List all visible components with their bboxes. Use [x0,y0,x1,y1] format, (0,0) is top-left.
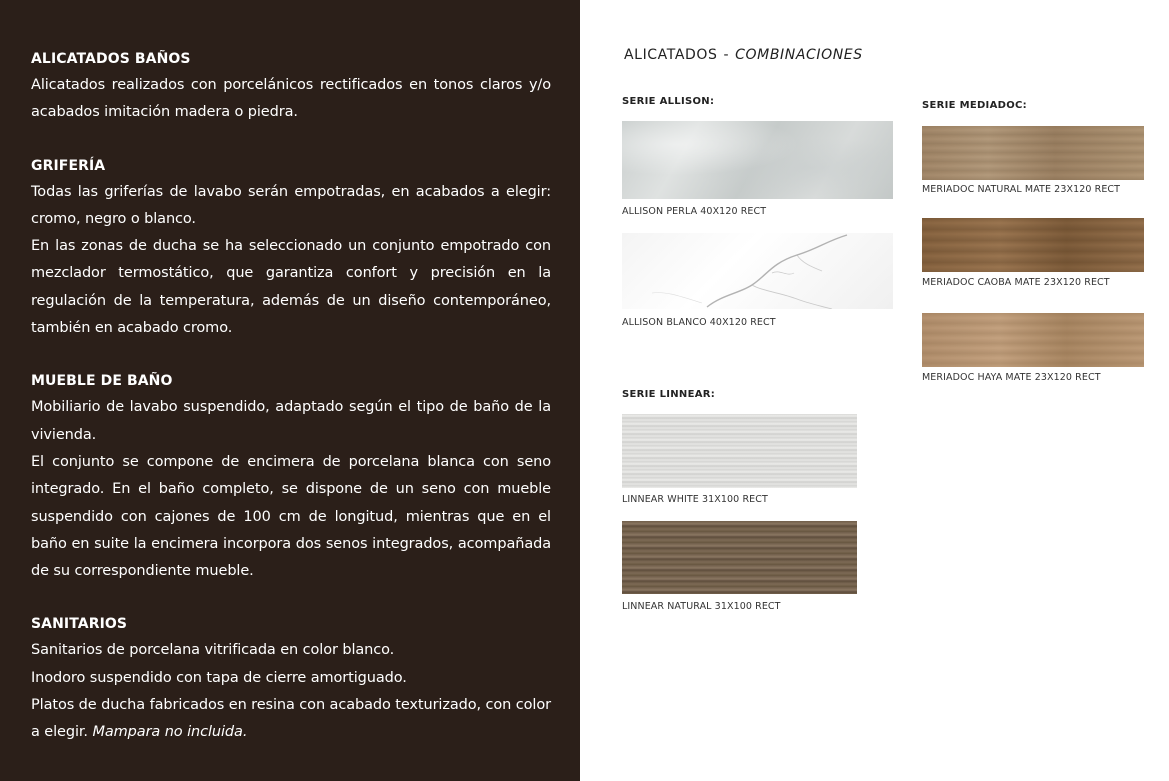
section-paragraph: Mobiliario de lavabo suspendido, adaptado según el tipo de baño de la vivienda. [31,399,551,443]
tile-caption-linnear-white: LINNEAR WHITE 31X100 RECT [622,494,768,505]
tile-combinations-panel [580,0,1169,781]
section-paragraph: Sanitarios de porcelana vitrificada en color blanco. [31,642,395,659]
section-mueble-de-bano [31,369,551,585]
panel-title-sub: COMBINACIONES [735,47,863,63]
section-alicatados-banos [31,47,551,127]
panel-title-separator: - [723,47,730,63]
section-sanitarios [31,612,551,746]
tile-swatch-allison-blanco [622,233,893,309]
tile-caption-meriadoc-caoba: MERIADOC CAOBA MATE 23X120 RECT [922,277,1110,288]
tile-swatch-linnear-natural [622,521,857,594]
section-paragraph: El conjunto se compone de encimera de porcelana blanca con seno integrado. En el baño completo, se dispone de un seno con mueble suspendido con cajones de 100 cm de longitud, mientras que en el baño en suite la encimera incorpora dos senos integrados, acompañada de su correspondiente mueble. [31,453,551,580]
section-title: ALICATADOS BAÑOS [31,51,191,67]
tile-swatch-allison-perla [622,121,893,199]
section-griferia [31,154,551,343]
tile-caption-meriadoc-natural: MERIADOC NATURAL MATE 23X120 RECT [922,184,1121,195]
section-title: SANITARIOS [31,616,128,633]
section-title: MUEBLE DE BAÑO [31,373,173,390]
tile-caption-allison-blanco: ALLISON BLANCO 40X120 RECT [622,317,776,328]
specifications-column [31,47,551,774]
tile-swatch-meriadoc-haya [922,313,1144,367]
panel-title-main: ALICATADOS [624,47,718,63]
left-text-panel [0,0,580,781]
marble-vein-graphic [622,233,893,309]
section-paragraph: Alicatados realizados con porcelánicos rectificados en tonos claros y/o acabados imitación madera o piedra. [31,77,551,121]
section-paragraph-last [31,692,551,747]
tile-caption-meriadoc-haya: MERIADOC HAYA MATE 23X120 RECT [922,372,1101,383]
section-paragraph: En las zonas de ducha se ha seleccionado un conjunto empotrado con mezclador termostático, que garantiza confort y precisión en la regulación de la temperatura, además de un diseño contemporáneo, también en acabado cromo. [31,238,551,337]
section-paragraph-text: Platos de ducha fabricados en resina con acabado texturizado, con color a elegir. [31,697,551,741]
tile-swatch-linnear-white [622,414,857,488]
tile-swatch-meriadoc-caoba [922,218,1144,272]
series-label-allison: SERIE ALLISON: [622,96,715,107]
tile-caption-linnear-natural: LINNEAR NATURAL 31X100 RECT [622,601,781,612]
panel-title [624,47,863,63]
section-title: GRIFERÍA [31,157,106,174]
section-paragraph: Todas las griferías de lavabo serán empotradas, en acabados a elegir: cromo, negro o blanco. [31,183,551,227]
tile-swatch-meriadoc-natural [922,126,1144,180]
series-label-linnear: SERIE LINNEAR: [622,389,716,400]
section-paragraph: Inodoro suspendido con tapa de cierre amortiguado. [31,669,407,686]
tile-caption-allison-perla: ALLISON PERLA 40X120 RECT [622,206,767,217]
italic-note: Mampara no incluida. [92,724,248,741]
series-label-mediadoc: SERIE MEDIADOC: [922,100,1027,111]
